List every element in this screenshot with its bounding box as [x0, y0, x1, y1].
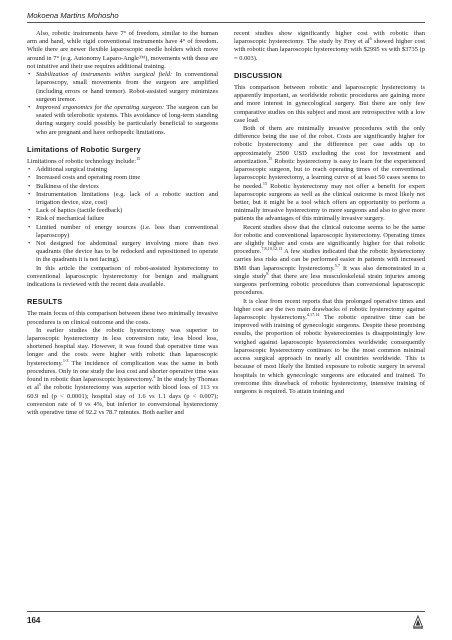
reference-marker: 15	[262, 180, 268, 186]
list-item: • Not designed for abdominal surgery involving more than two quadrants (the device has to be redocked and repositioned to operate in the quadrants it is not facing).	[27, 240, 218, 265]
text-run: Both of them are minimally invasive procedures with the only difference being the use of the robot. Costs are significantly higher for robotic hysterectomy and the difference per case adds up to approximately 2500 USD excluding the cost for investment and amortization.	[234, 124, 425, 165]
bullet-text: The surgeon can be seated with telerobotic systems. This avoidance of long-term standing during surgery could possibly be particularly beneficial to surgeons who are pregnant and have orthopedic limitations.	[36, 103, 218, 136]
paragraph-drawbacks	[234, 298, 425, 397]
reference-marker: 15	[136, 155, 141, 161]
reference-marker: 1-3	[62, 357, 69, 363]
bullet-title: Improved ergonomics for the operating surgeon:	[36, 103, 165, 111]
list-item: • Increased costs and operating room time	[27, 174, 218, 182]
left-column	[27, 30, 218, 417]
text-run: that there are less musculoskeletal strain injuries among surgeons performing robotic procedures than conversional laparoscopic procedures.	[234, 272, 425, 297]
text-run: It was also demonstrated in a single study	[234, 264, 425, 280]
reference-marker: 6	[369, 36, 372, 42]
text-run: the robotic hysterectomy was superior with blood loss of 113 vs 60.9 ml (p < 0.0001); hospital stay of 1.6 vs 1.1 days (p < 0.007); conversion rate of 9 vs 4%, but inferior to conversional hysterectomy with operative time of 92.2 vs 78.7 minutes. Both earlier and	[27, 384, 219, 416]
limitations-intro	[27, 155, 218, 166]
paragraph-comparison: This comparison between robotic and laparoscopic hysterectomy is apparently important, as worldwide robotic procedures are gaining more and more interest in gynecological surgery. But there are only few comparative studies on this subject and most are retrospective with a low case load.	[234, 83, 425, 124]
list-item: • Limited number of energy sources (i.e. less than conventional laparoscopy)	[27, 224, 218, 240]
text-run: Robotic hysterectomy may not offer a benefit for expert laparoscopic surgeons as well as the clinical outcome is most likely not better, but it might be a tool which offers an opportunity to perform a minimally invasive hysterectomy to more surgeons and also to give more patients the advantages of this minimally invasive surgery.	[234, 182, 425, 223]
section-heading-discussion: DISCUSSION	[234, 70, 282, 80]
list-item: • Bulkiness of the devices	[27, 183, 218, 191]
reference-marker: 5,7	[334, 262, 340, 268]
list-item: • Risk of mechanical failure	[27, 215, 218, 223]
section-heading-limitations: Limitations of Robotic Surgery	[27, 144, 141, 154]
reference-marker: 4	[153, 374, 156, 380]
text-run: showed higher cost with robotic than laparoscopic hysterectomy with $2995 vs with $3735 (p = 0.003).	[234, 38, 425, 62]
limitations-intro-text: Limitations of robotic technology include:	[27, 157, 137, 165]
paragraph-freedom: Also, robotic instruments have 7° of freedom, similar to the human arm and hand, while rigid conventional instruments have 4° of freedom. While there are newer flexible laparoscopic needle holders which move around in 7° (e.g. Autonomy Laparo-Angle™), movements with these are not intuitive and their use requires additional training.	[27, 30, 218, 70]
list-item: • Additional surgical training	[27, 166, 218, 174]
text-run: A few studies indicated that the robotic hysterectomy carries less risks and can be performed easier in patients with increased BMI than laparoscopic hysterectomy.	[234, 248, 425, 272]
paragraph-main-focus: The main focus of this comparison between these two minimally invasive procedures is on clinical outcome and the costs.	[27, 310, 218, 326]
bullet-text: In conventional laparoscopy, small movements from the surgeon are amplified (including errors or hand tremor). Robot-assisted surgery minimizes surgeon tremor.	[36, 71, 218, 103]
paragraph-recent-studies	[234, 224, 425, 298]
reference-marker: 5	[38, 382, 41, 388]
text-run: It is clear from recent reports that this prolonged operative times and higher cost are the two main drawbacks of robotic hysterectomy against laparoscopic hysterectomy.	[234, 297, 425, 321]
text-run: In the study by Thomas et al	[27, 376, 218, 392]
page-number: 164	[27, 616, 41, 625]
list-item: • Lack of haptics (tactile feedback)	[27, 207, 218, 215]
paragraph-article-scope: In this article the comparison of robot-assisted hysterectomy to conventional laparoscopic hysterectomy for benign and malignant indications is reviewed with the recent data available.	[27, 264, 218, 289]
running-header-authors: Mokoena Martins Mohosho	[27, 11, 119, 20]
header-divider	[27, 22, 425, 23]
text-run: recent studies show significantly higher cost with robotic than laparoscopic hysterectomy. The study by Frey et al	[234, 30, 425, 46]
text-run: The incidence of complication was the same in both procedures. Only in one study the less cost and shorter operative time was found in robotic than laparoscopic hysterectomy.	[27, 359, 218, 384]
paragraph-earlier-studies	[27, 327, 218, 417]
reference-marker: 7,8,10,12,13	[261, 246, 283, 252]
right-column	[234, 30, 425, 396]
list-item	[27, 71, 218, 104]
reference-marker: 4,17,14	[306, 312, 320, 317]
text-run: In earlier studies the robotic hysterectomy was superior to laparoscopic hysterectomy in less conversion rate, less blood loss, shortened hospital stay. However, it was found that operative time was longer and the costs were higher with robotic than laparoscopic hysterectomy.	[27, 326, 218, 367]
advantages-list	[27, 71, 218, 137]
paragraph-costs	[234, 30, 425, 63]
list-item: • Instrumentation limitations (e.g. lack of a robotic suction and irrigation device, size, cost)	[27, 191, 218, 207]
text-run: The robotic operative time can be improved with training of gynecologic surgeons. Despite these promising results, the proportion of robotic hysterectomies is disappointingly low weighed against laparoscopic hysterectomies worldwide; consequently laparoscopic hysterectomy continues to be the most common minimal access surgical approach in nearly all countries worldwide. This is because of most likely the limited exposure to robotic surgery in several hospitals in which gynecologic surgeons are educated and trained. To overcome this drawback of robotic hysterectomy, intensive training of surgeons is required. To attain training and	[234, 314, 425, 395]
limitations-list	[27, 166, 218, 265]
publisher-logo-icon	[412, 615, 424, 629]
text-run: Robotic hysterectomy is easy to learn for the experienced laparoscopic surgeon, but to reach operating times of the conventional laparoscopic hysterectomy, a learning curve of at least 50 cases seems to be needed.	[234, 157, 425, 190]
text-run: Recent studies show that the clinical outcome seems to be the same for robotic and conventional laparoscopic hysterectomy. Operating times are slightly higher and costs are significantly higher for that robotic procedure.	[234, 223, 425, 256]
paragraph-minimally-invasive	[234, 125, 425, 224]
reference-marker: 15	[268, 155, 273, 161]
list-item	[27, 104, 218, 137]
section-heading-results: RESULTS	[27, 297, 63, 307]
bullet-title: Stabilization of instruments within surgical field:	[36, 71, 173, 79]
footer-divider	[27, 611, 425, 612]
reference-marker: 8	[266, 270, 269, 276]
